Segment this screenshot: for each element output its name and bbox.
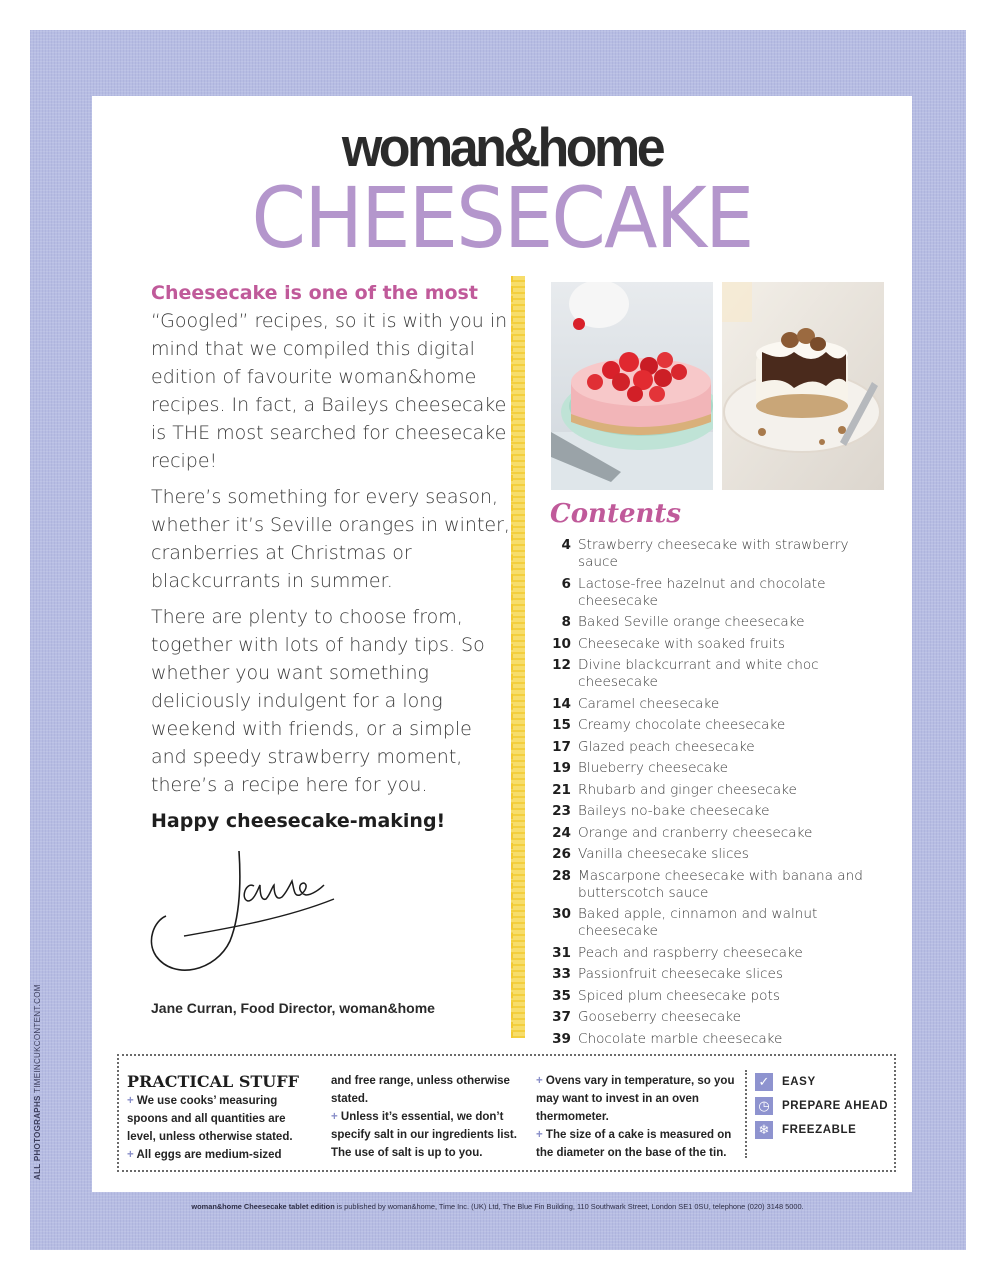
contents-item[interactable]: 6 Lactose-free hazelnut and chocolate cheesecake — [561, 575, 826, 609]
practical-column-2 — [331, 1072, 523, 1162]
contents-list — [551, 537, 891, 1052]
practical-title: PRACTICAL STUFF — [127, 1072, 299, 1091]
contents-item[interactable]: 37 Gooseberry cheesecake — [552, 1009, 741, 1025]
contents-item[interactable]: 39 Chocolate marble cheesecake — [552, 1030, 783, 1047]
contents-item[interactable]: 17 Glazed peach cheesecake — [552, 738, 755, 755]
page-title: CHEESECAKE — [251, 169, 753, 267]
brand-logo: woman&home — [341, 117, 663, 179]
signature-image — [144, 841, 344, 981]
signature-text: Jane — [144, 841, 147, 842]
contents-item[interactable]: 24 Orange and cranberry cheesecake — [552, 824, 813, 841]
contents-item[interactable]: 35 Spiced plum cheesecake pots — [552, 987, 780, 1004]
plus-icon: + — [331, 1111, 338, 1123]
contents-item[interactable]: 33 Passionfruit cheesecake slices — [552, 966, 783, 982]
intro-lead: Cheesecake is one of the most — [151, 282, 478, 304]
contents-item[interactable]: 12 Divine blackcurrant and white choc cheesecake — [552, 657, 819, 690]
contents-item[interactable]: 26 Vanilla cheesecake slices — [552, 846, 749, 862]
contents-item[interactable]: 21 Rhubarb and ginger cheesecake — [552, 781, 797, 798]
tip-cake-size: The size of a cake is measured on the diameter on the base of the tin. — [536, 1129, 732, 1159]
contents-item[interactable]: 30 Baked apple, cinnamon and walnut cheesecake — [552, 906, 818, 939]
sign-off: Happy cheesecake-making! — [151, 810, 446, 832]
contents-item[interactable]: 15 Creamy chocolate cheesecake — [552, 717, 786, 733]
key-freezable: ❄ FREEZABLE — [755, 1118, 895, 1142]
tip-ovens: Ovens vary in temperature, so you may want to invest in an oven thermometer. — [536, 1075, 735, 1123]
intro-paragraph-2: There’s something for every season, whether it’s Seville oranges in winter, cranberries at Christmas or blackcurrants in summer. — [151, 486, 510, 592]
practical-stuff-box — [117, 1054, 896, 1172]
tip-salt: Unless it’s essential, we don’t specify salt in our ingredients list. The use of salt is up to you. — [331, 1111, 517, 1159]
contents-heading: Contents — [550, 499, 682, 529]
icon-key — [745, 1070, 895, 1158]
publisher-footer: woman&home Cheesecake tablet edition is published by woman&home, Time Inc. (UK) Ltd, The Blue Fin Building, 110 Southwark Street, London SE1 0SU, telephone (020) 3148 5000. — [191, 1202, 804, 1211]
contents-item[interactable]: 14 Caramel cheesecake — [552, 695, 720, 712]
tip-measuring: We use cooks’ measuring spoons and all quantities are level, unless otherwise stated. — [127, 1095, 293, 1143]
page-card — [92, 96, 912, 1192]
photo-credit: ALL PHOTOGRAPHS TIMEINCUKCONTENT.COM — [33, 984, 42, 1180]
intro-text — [151, 279, 511, 843]
plus-icon: + — [127, 1095, 134, 1107]
author-credit: Jane Curran, Food Director, woman&home — [151, 1000, 435, 1016]
contents-item[interactable]: 8 Baked Seville orange cheesecake — [561, 614, 805, 630]
tip-eggs: All eggs are medium-sized — [136, 1149, 282, 1161]
tip-eggs-cont: and free range, unless otherwise stated. — [331, 1075, 510, 1105]
key-prepare-ahead: ◷ PREPARE AHEAD — [755, 1094, 895, 1118]
strawberry-cheesecake-photo — [551, 282, 713, 490]
intro-paragraph-3: There are plenty to choose from, together with lots of handy tips. So whether you want something deliciously indulgent for a long weekend with friends, or a simple and speedy strawberry moment, there’s a recipe here for you. — [151, 606, 485, 796]
plus-icon: + — [536, 1129, 543, 1141]
practical-column-3 — [536, 1072, 742, 1162]
intro-paragraph-1: Cheesecake is one of the most “Googled” recipes, so it is with you in mind that we compiled this digital edition of favourite woman&home recipes. In fact, a Baileys cheesecake is THE most searched for cheesecake recipe! — [151, 282, 508, 472]
contents-item[interactable]: 4 Strawberry cheesecake with strawberry sauce — [561, 537, 849, 570]
hazelnut-cheesecake-photo — [722, 282, 884, 490]
contents-item[interactable]: 23 Baileys no-bake cheesecake — [552, 803, 770, 819]
column-divider — [511, 276, 525, 1038]
contents-item[interactable]: 31 Peach and raspberry cheesecake — [552, 944, 803, 961]
contents-item[interactable]: 28 Mascarpone cheesecake with banana and butterscotch sauce — [552, 867, 863, 901]
contents-item[interactable]: 10 Cheesecake with soaked fruits — [552, 635, 785, 652]
key-easy: ✓ EASY — [755, 1070, 895, 1094]
plus-icon: + — [536, 1075, 543, 1087]
snowflake-icon: ❄ — [755, 1121, 773, 1139]
check-icon: ✓ — [755, 1073, 773, 1091]
contents-item[interactable]: 19 Blueberry cheesecake — [552, 760, 729, 776]
plus-icon: + — [127, 1149, 134, 1161]
clock-icon: ◷ — [755, 1097, 773, 1115]
practical-column-1 — [127, 1072, 317, 1164]
